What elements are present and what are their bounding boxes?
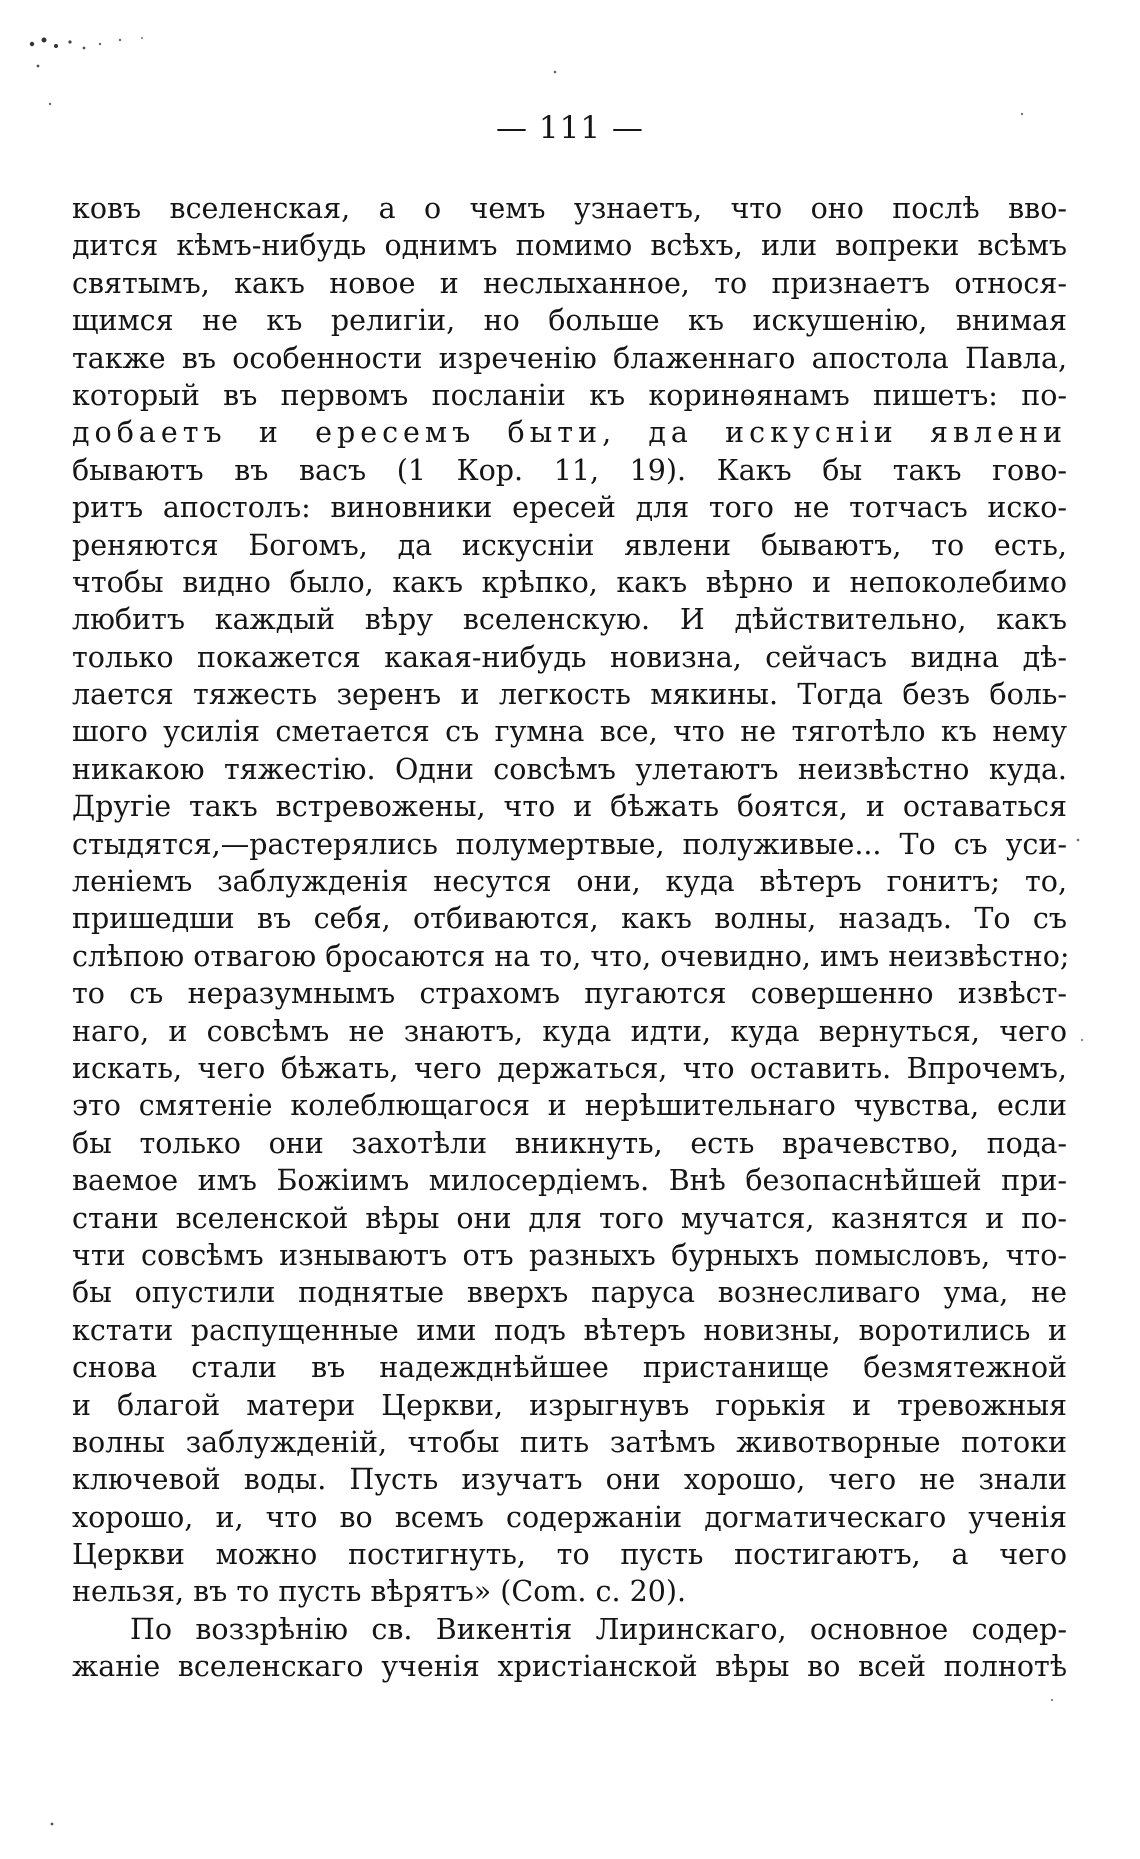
text-line: снова стали въ надежднѣйшее пристанище безмятежной: [72, 1351, 1067, 1385]
text-line: и благой матери Церкви, изрыгнувъ горькія и тревожныя: [72, 1388, 1067, 1422]
text-line: нельзя, въ то пусть вѣрятъ» (Com. c. 20).: [72, 1575, 687, 1609]
body-text: [72, 190, 1070, 1686]
text-line: бы только они захотѣли вникнуть, есть врачевство, пода-: [72, 1126, 1067, 1160]
text-line: волны заблужденій, чтобы пить затѣмъ животворные потоки: [72, 1425, 1067, 1459]
text-line: Другіе такъ встревожены, что и бѣжать боятся, и оставаться: [72, 790, 1067, 824]
text-line: ключевой воды. Пусть изучатъ они хорошо, чего не знали: [72, 1463, 1067, 1497]
text-line: святымъ, какъ новое и неслыханное, то признаетъ относя-: [72, 266, 1067, 300]
text-line: слѣпою отвагою бросаются на то, что, очевидно, имъ неизвѣстно;: [72, 939, 1070, 973]
text-line: чти совсѣмъ изнываютъ отъ разныхъ бурныхъ помысловъ, что-: [72, 1238, 1067, 1272]
paragraph-start-line: По воззрѣнію св. Викентія Лиринскаго, основное содер-: [130, 1612, 1067, 1646]
text-line: бываютъ въ васъ (1 Кор. 11, 19). Какъ бы такъ гово-: [72, 453, 1067, 487]
text-line: это смятеніе колеблющагося и нерѣшительнаго чувства, если: [72, 1089, 1067, 1123]
text-line: только покажется какая-нибудь новизна, сейчасъ видна дѣ-: [72, 640, 1067, 674]
text-line: ковъ вселенская, а о чемъ узнаетъ, что оно послѣ вво-: [72, 192, 1067, 225]
text-line: также въ особенности изреченію блаженнаго апостола Павла,: [72, 341, 1067, 375]
text-line: хорошо, и, что во всемъ содержаніи догматическаго ученія: [72, 1500, 1067, 1534]
text-line: лается тяжесть зеренъ и легкость мякины. Тогда безъ боль-: [72, 678, 1067, 712]
text-line: то съ неразумнымъ страхомъ пугаются совершенно извѣст-: [72, 977, 1067, 1011]
text-line: никакою тяжестію. Одни совсѣмъ улетаютъ неизвѣстно куда.: [72, 752, 1067, 786]
text-line: Церкви можно постигнуть, то пусть постигаютъ, а чего: [72, 1538, 1067, 1572]
text-line: ритъ апостолъ: виновники ересей для того не тотчасъ иско-: [72, 491, 1067, 525]
text-line: искать, чего бѣжать, чего держаться, что оставить. Впрочемъ,: [72, 1051, 1067, 1085]
text-line: любитъ каждый вѣру вселенскую. И дѣйствительно, какъ: [72, 603, 1067, 637]
text-line: жаніе вселенскаго ученія христіанской вѣры во всей полнотѣ: [72, 1650, 1067, 1684]
text-line: дится кѣмъ-нибудь однимъ помимо всѣхъ, или вопреки всѣмъ: [72, 229, 1067, 263]
text-line: добаетъ и ересемъ быти, да искусніи явлени: [72, 416, 1067, 450]
text-line: стани вселенской вѣры они для того мучатся, казнятся и по-: [72, 1201, 1067, 1235]
text-line: пришедши въ себя, отбиваются, какъ волны, назадъ. То съ: [72, 902, 1067, 936]
text-line: леніемъ заблужденія несутся они, куда вѣтеръ гонитъ; то,: [72, 865, 1067, 899]
text-line: стыдятся,—растерялись полумертвые, полуживые... То съ уси-: [72, 827, 1067, 861]
text-line: шого усилія сметается съ гумна все, что не тяготѣло къ нему: [72, 715, 1067, 749]
text-line: бы опустили поднятые вверхъ паруса вознесливаго ума, не: [72, 1276, 1067, 1310]
text-line: ваемое имъ Божіимъ милосердіемъ. Внѣ безопаснѣйшей при-: [72, 1164, 1067, 1198]
text-line: кстати распущенные ими подъ вѣтеръ новизны, воротились и: [72, 1313, 1067, 1347]
text-line: щимся не къ религіи, но больше къ искушенію, внимая: [72, 304, 1067, 338]
text-line: чтобы видно было, какъ крѣпко, какъ вѣрно и непоколебимо: [72, 565, 1067, 599]
text-line: реняются Богомъ, да искусніи явлени бываютъ, то есть,: [72, 528, 1067, 562]
text-line: наго, и совсѣмъ не знаютъ, куда идти, куда вернуться, чего: [72, 1014, 1067, 1048]
page-number: — 111 —: [496, 110, 644, 146]
text-line: который въ первомъ посланіи къ коринѳянамъ пишетъ: по-: [72, 378, 1067, 412]
